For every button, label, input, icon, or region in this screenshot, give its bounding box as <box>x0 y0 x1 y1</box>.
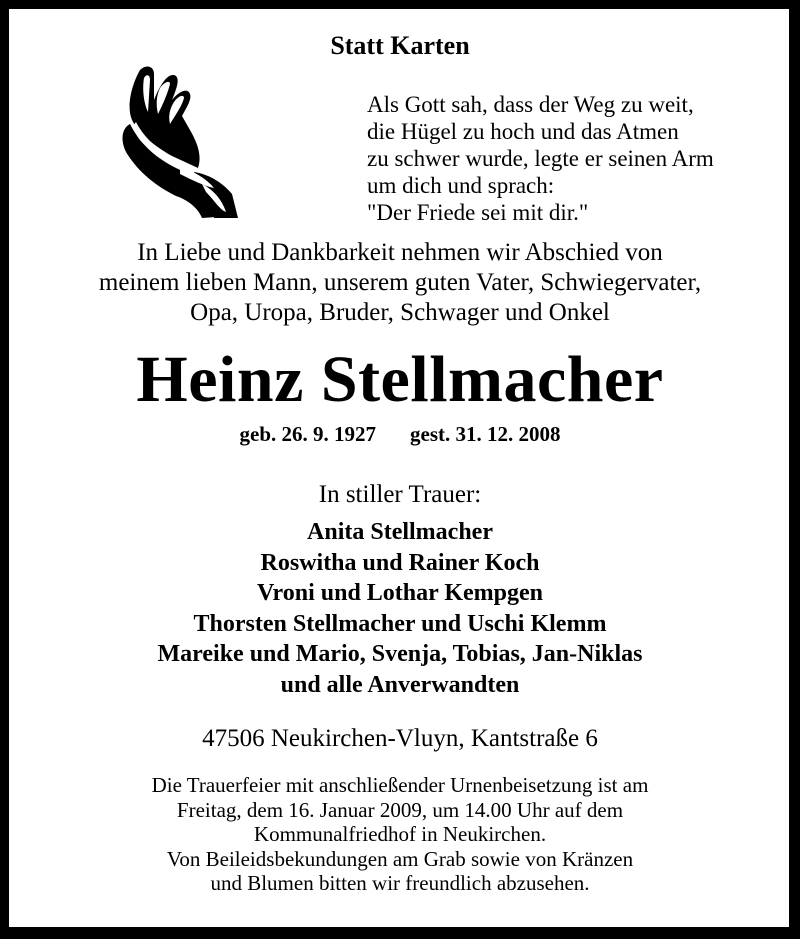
intro-line: meinem lieben Mann, unserem guten Vater, Schwiegervater, <box>98 269 702 296</box>
family-member: Anita Stellmacher <box>307 519 493 545</box>
family-member: Roswitha und Rainer Koch <box>260 549 540 576</box>
birth-date: geb. 26. 9. 1927 <box>239 422 376 446</box>
family-member: und alle Anverwandten <box>280 671 520 698</box>
intro-text <box>0 238 800 328</box>
poem-line: zu schwer wurde, legte er seinen Arm <box>367 146 714 171</box>
notice-line: Kommunalfriedhof in Neukirchen. <box>253 822 547 846</box>
notice-line: Von Beileidsbekundungen am Grab sowie von Kränzen <box>166 846 634 871</box>
family-member: Mareike und Mario, Svenja, Tobias, Jan-Niklas <box>157 641 643 667</box>
family-list <box>0 517 800 700</box>
mourning-label: In stiller Trauer: <box>318 481 482 508</box>
notice-line: Freitag, dem 16. Januar 2009, um 14.00 Uhr auf dem <box>176 797 624 822</box>
intro-line: In Liebe und Dankbarkeit nehmen wir Abschied von <box>137 239 663 266</box>
notice-line: und Blumen bitten wir freundlich abzusehen. <box>210 871 590 895</box>
praying-hands-icon <box>110 60 240 218</box>
poem-line: Als Gott sah, dass der Weg zu weit, <box>367 92 694 117</box>
address: 47506 Neukirchen-Vluyn, Kantstraße 6 <box>202 725 598 752</box>
family-member: Thorsten Stellmacher und Uschi Klemm <box>193 610 607 637</box>
funeral-notice <box>0 773 800 896</box>
death-date: gest. 31. 12. 2008 <box>410 422 561 446</box>
poem-line: die Hügel zu hoch und das Atmen <box>367 119 679 144</box>
family-member: Vroni und Lothar Kempgen <box>256 580 544 606</box>
deceased-name: Heinz Stellmacher <box>136 343 664 416</box>
poem-line: "Der Friede sei mit dir." <box>367 200 589 225</box>
header-statt-karten: Statt Karten <box>330 31 470 60</box>
life-dates <box>0 422 800 447</box>
poem <box>367 91 714 226</box>
notice-line: Die Trauerfeier mit anschließender Urnenbeisetzung ist am <box>151 773 649 797</box>
intro-line: Opa, Uropa, Bruder, Schwager und Onkel <box>190 299 610 326</box>
poem-line: um dich und sprach: <box>367 173 555 198</box>
